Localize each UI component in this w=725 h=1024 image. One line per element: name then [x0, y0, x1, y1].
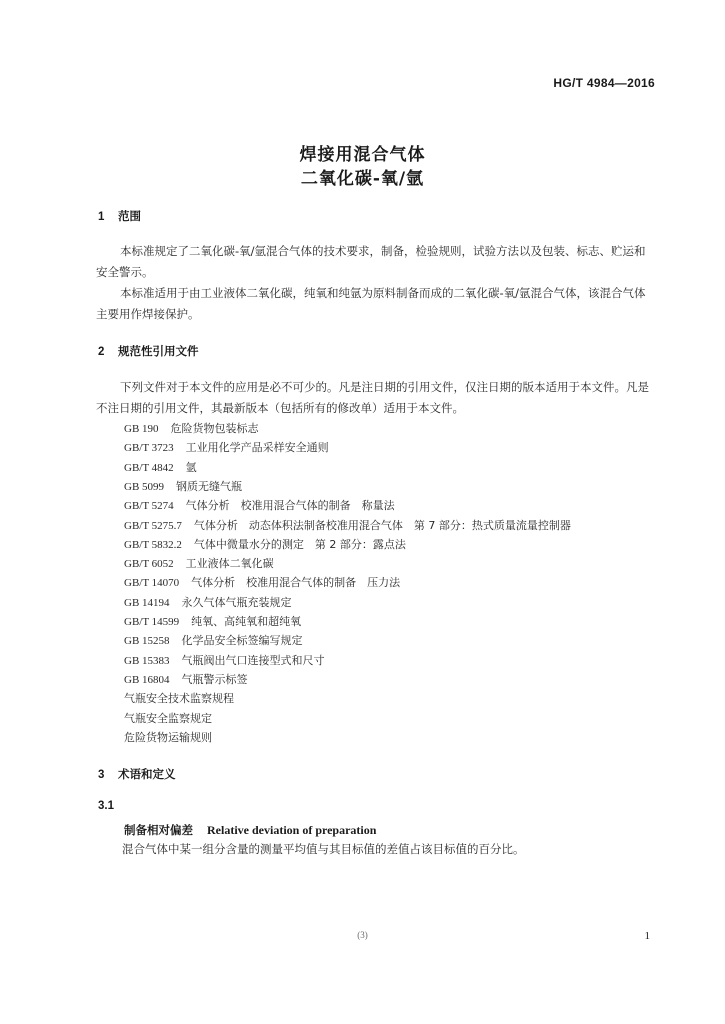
- term-definition: 混合气体中某一组分含量的测量平均值与其目标值的差值占该目标值的百分比。: [122, 842, 525, 856]
- footer-mark: (3): [357, 930, 368, 940]
- title-line-2: 二氧化碳-氧/氩: [300, 169, 425, 189]
- reference-title: 氩: [185, 460, 197, 474]
- term-english: Relative deviation of preparation: [207, 823, 377, 837]
- section-title: 范围: [118, 209, 141, 223]
- reference-title: 危险货物运输规则: [124, 730, 212, 744]
- reference-title: 气瓶警示标签: [181, 672, 248, 686]
- reference-title: 危险货物包装标志: [170, 422, 259, 435]
- reference-title: 工业用化学产品采样安全通则: [185, 441, 329, 455]
- section-2-heading: [98, 343, 199, 359]
- standard-number: HG/T 4984—2016: [553, 76, 655, 90]
- reference-code: GB 15258: [124, 635, 170, 648]
- reference-item: [124, 729, 212, 745]
- reference-title: 气体中微量水分的测定 第 2 部分：露点法: [193, 537, 406, 551]
- section-number: 2: [98, 346, 105, 358]
- reference-title: 气体分析 校准用混合气体的制备 称量法: [185, 499, 395, 513]
- reference-title: 气体分析 校准用混合气体的制备 压力法: [191, 576, 401, 590]
- section-2-intro: 下列文件对于本文件的应用是必不可少的。凡是注日期的引用文件，仅注日期的版本适用于本文件。凡是不注日期的引用文件，其最新版本（包括所有的修改单）适用于本文件。: [96, 380, 649, 415]
- subsection-number: 3.1: [98, 800, 114, 812]
- reference-title: 纯氧、高纯氧和超纯氧: [191, 615, 302, 628]
- reference-code: GB 15383: [124, 654, 170, 667]
- reference-code: GB/T 14599: [124, 616, 180, 628]
- reference-item: [124, 613, 301, 629]
- section-title: 术语和定义: [118, 767, 176, 781]
- reference-item: [124, 690, 234, 706]
- reference-code: GB 5099: [124, 480, 165, 493]
- section-1-heading: [98, 208, 141, 224]
- reference-item: [124, 555, 274, 571]
- section-1-para-1: 本标准规定了二氧化碳-氧/氩混合气体的技术要求，制备，检验规则，试验方法以及包装、标志、贮运和安全警示。: [96, 244, 646, 279]
- reference-item: [124, 652, 325, 668]
- section-3-heading: [98, 766, 176, 782]
- reference-code: GB/T 5274: [124, 500, 174, 513]
- reference-item: [124, 574, 400, 590]
- section-number: 3: [98, 769, 105, 781]
- reference-code: GB/T 14070: [124, 577, 180, 590]
- reference-title: 气体分析 动态体积法制备校准用混合气体 第 7 部分：热式质量流量控制器: [193, 518, 571, 532]
- reference-item: [124, 517, 571, 533]
- reference-title: 钢质无缝气瓶: [176, 479, 243, 493]
- reference-title: 气瓶安全技术监察规程: [124, 692, 234, 706]
- reference-title: 化学品安全标签编写规定: [181, 634, 303, 648]
- reference-item: [124, 536, 406, 552]
- reference-title: 永久气体气瓶充装规定: [181, 595, 292, 609]
- reference-item: [124, 710, 212, 726]
- reference-item: [124, 497, 395, 513]
- section-number: 1: [98, 211, 105, 223]
- reference-item: [124, 459, 197, 475]
- reference-item: [124, 671, 248, 687]
- reference-code: GB 16804: [124, 673, 170, 686]
- section-title: 规范性引用文件: [118, 344, 199, 358]
- term-entry: [124, 822, 376, 838]
- reference-item: [124, 478, 242, 494]
- term-chinese: 制备相对偏差: [124, 823, 193, 837]
- reference-item: [124, 420, 259, 436]
- title-line-1: 焊接用混合气体: [299, 145, 426, 165]
- reference-code: GB 14194: [124, 596, 170, 609]
- section-1-para-2: 本标准适用于由工业液体二氧化碳，纯氧和纯氩为原料制备而成的二氧化碳-氧/氩混合气体，该混合气体主要用作焊接保护。: [96, 286, 646, 321]
- reference-title: 气瓶安全监察规定: [124, 711, 212, 725]
- reference-code: GB/T 5832.2: [124, 538, 182, 551]
- page-number: 1: [644, 930, 650, 942]
- reference-code: GB/T 6052: [124, 558, 174, 571]
- reference-item: [124, 594, 292, 610]
- reference-item: [124, 439, 329, 455]
- reference-item: [124, 632, 303, 648]
- reference-title: 工业液体二氧化碳: [185, 557, 274, 571]
- reference-code: GB/T 5275.7: [124, 519, 182, 532]
- reference-code: GB/T 3723: [124, 442, 174, 455]
- reference-code: GB/T 4842: [124, 461, 174, 474]
- reference-title: 气瓶阀出气口连接型式和尺寸: [181, 653, 325, 667]
- reference-code: GB 190: [124, 423, 159, 435]
